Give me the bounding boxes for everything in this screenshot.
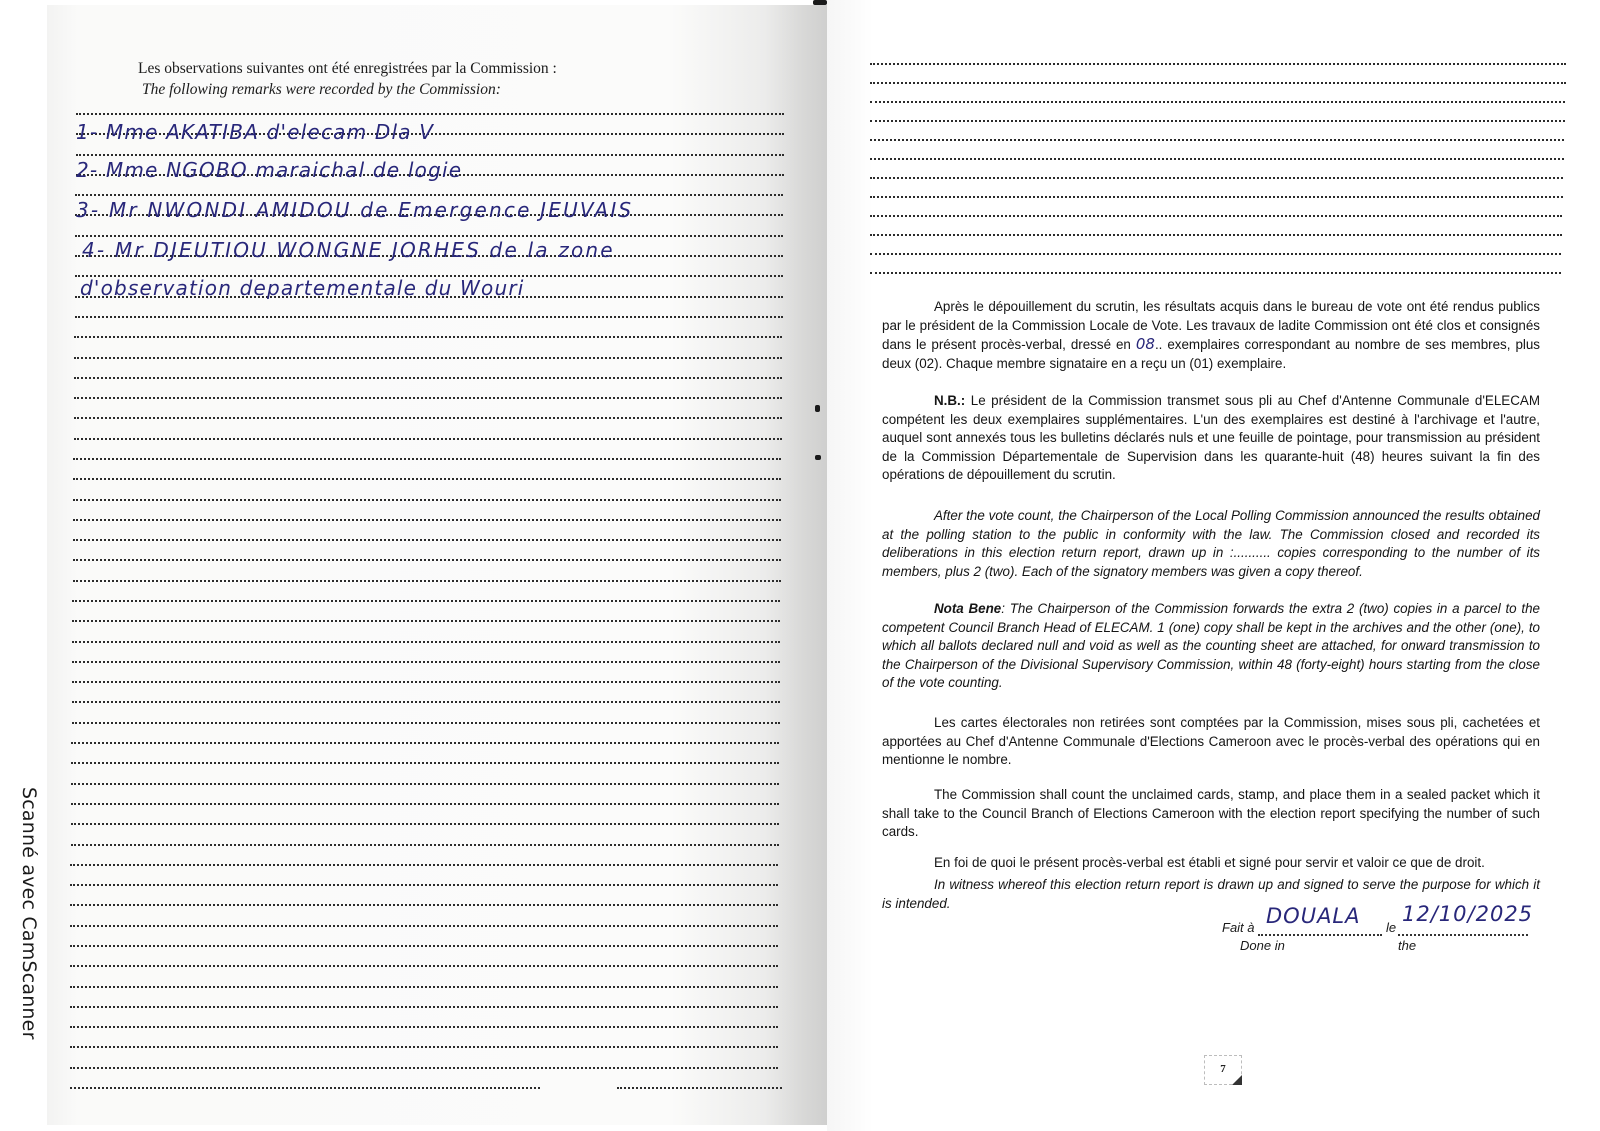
- dotted-line: [870, 120, 1565, 122]
- dotted-line: [74, 397, 782, 399]
- dotted-line: [71, 783, 779, 785]
- date-fr-label: le: [1386, 920, 1397, 935]
- dotted-line: [72, 701, 780, 703]
- paragraph-results-en: [882, 507, 1540, 581]
- dotted-line: [73, 478, 781, 480]
- dotted-line: [72, 681, 780, 683]
- nota-bene-label: Nota Bene: [934, 601, 1002, 616]
- dotted-line: [74, 336, 782, 338]
- handwritten-copies-count: 08: [1135, 335, 1155, 353]
- gutter-mark: [815, 405, 820, 412]
- paragraph-text: : The Chairperson of the Commission forwards the extra 2 (two) copies in a parcel to the competent Council Branch Head of ELECAM. 1 (one) copy shall be kept in the archives and the other (one), to which all ballots declared null and void as well as the counting sheet are attached, for onward transmission to the Chairperson of the Divisional Supervisory Commission, within 48 (forty-eight) hours starting from the close of the vote counting.: [882, 601, 1540, 690]
- dotted-line: [70, 1026, 778, 1028]
- dotted-line: [72, 600, 780, 602]
- dotted-line: [617, 1087, 782, 1089]
- dotted-line: [870, 82, 1566, 84]
- page-number-text: 7: [1220, 1063, 1226, 1075]
- place-dotted-line: [1258, 934, 1382, 936]
- dotted-line: [72, 641, 780, 643]
- dotted-line: [870, 234, 1562, 236]
- gutter-mark: [813, 0, 827, 5]
- dotted-line: [72, 620, 780, 622]
- dotted-line: [870, 196, 1563, 198]
- dotted-line: [70, 1087, 540, 1089]
- paragraph-text: Le président de la Commission transmet sous pli au Chef d'Antenne Communale d'ELECAM compétent les deux exemplaires supplémentaires. L'un des exemplaires est destiné à l'archivage et l'autre, auquel sont annexés tous les bulletins déclarés nuls et une feuille de pointage, pour transmission au président de la Commission Départementale de Supervision dans les quarante-huit (48) heures suivant la fin des opérations de dépouillement du scrutin.: [882, 393, 1540, 482]
- dotted-line: [73, 539, 781, 541]
- dotted-line: [870, 253, 1561, 255]
- handwritten-date: 12/10/2025: [1402, 902, 1534, 926]
- dotted-line: [74, 357, 782, 359]
- gutter-mark: [815, 455, 821, 460]
- paragraph-cards-en: [882, 786, 1540, 842]
- dotted-line: [73, 458, 781, 460]
- handwritten-remark-5: d'observation departementale du Wouri: [80, 276, 525, 300]
- paragraph-text: Les cartes électorales non retirées sont comptées par la Commission, mises sous pli, cachetées et apportées au Chef d'Antenne Communale d'Elections Cameroon avec le procès-verbal des opérations qui en mentionne le nombre.: [882, 715, 1540, 767]
- dotted-line: [870, 177, 1563, 179]
- page-number: [1204, 1055, 1242, 1085]
- nb-label: N.B.:: [934, 393, 966, 408]
- dotted-line: [70, 864, 778, 866]
- handwritten-remark-1: 1- Mme AKATIBA d'elecam Dla V: [76, 120, 435, 144]
- paragraph-nota-bene-en: [882, 600, 1540, 693]
- dotted-line: [870, 63, 1566, 65]
- dotted-line: [870, 139, 1564, 141]
- dotted-line: [71, 823, 779, 825]
- date-en-label: the: [1398, 938, 1417, 953]
- dotted-line: [70, 904, 778, 906]
- dotted-line: [870, 215, 1562, 217]
- dotted-line: [71, 844, 779, 846]
- dotted-line: [73, 499, 781, 501]
- dotted-line: [70, 1006, 778, 1008]
- dotted-line: [75, 316, 783, 318]
- dotted-line: [74, 417, 782, 419]
- dotted-line: [72, 722, 780, 724]
- dotted-line: [70, 965, 778, 967]
- remarks-heading-fr: Les observations suivantes ont été enregistrées par la Commission :: [138, 60, 557, 77]
- paragraph-text: Après le dépouillement du scrutin, les résultats acquis dans le bureau de vote ont été rendus publics par le président de la Commission Locale de Vote. Les travaux de ladite Commission ont été clos et consignés dans le présent procès-verbal, dressé en: [882, 299, 1540, 352]
- dotted-line: [72, 661, 780, 663]
- dotted-line: [73, 559, 781, 561]
- dotted-line: [73, 519, 781, 521]
- dotted-line: [76, 154, 784, 156]
- dotted-line: [870, 158, 1564, 160]
- paragraph-text: The Commission shall count the unclaimed cards, stamp, and place them in a sealed packet which it shall take to the Council Branch of Elections Cameroon with the election report specifying the number of such cards.: [882, 787, 1540, 839]
- handwritten-remark-2: 2- Mme NGOBO maraichal de logie: [76, 158, 463, 182]
- paragraph-text: In witness whereof this election return report is drawn up and signed to serve the purpose for which it is intended.: [882, 877, 1540, 911]
- page-curl-icon: [1232, 1075, 1242, 1085]
- dotted-line: [70, 884, 778, 886]
- camscanner-watermark: Scanné avec CamScanner: [18, 787, 40, 1040]
- paragraph-nb-fr: [882, 392, 1540, 485]
- paragraph-text: After the vote count, the Chairperson of the Local Polling Commission announced the results obtained at the polling station to the public in conformity with the law. The Commission closed and recorded its deliberations in this election return report, drawn up in :.......... copies corresponding to the number of its members, plus 2 (two). Each of the signatory members was given a copy thereof.: [882, 508, 1540, 579]
- dotted-line: [73, 580, 781, 582]
- dotted-line: [870, 101, 1565, 103]
- handwritten-place: DOUALA: [1266, 904, 1361, 928]
- dotted-line: [75, 194, 783, 196]
- paragraph-text: En foi de quoi le présent procès-verbal est établi et signé pour servir et valoir ce que de droit.: [934, 855, 1485, 870]
- dotted-line: [71, 803, 779, 805]
- dotted-line: [70, 986, 778, 988]
- dotted-line: [74, 438, 782, 440]
- handwritten-remark-4: 4- Mr DJEUTIOU WONGNE JORHES de la zone: [82, 238, 615, 262]
- dotted-line: [71, 742, 779, 744]
- paragraph-text: .. exemplaires correspondant au nombre de ses membres, plus deux (02). Chaque membre signataire en a reçu un (01) exemplaire.: [882, 337, 1541, 371]
- dotted-line: [76, 113, 784, 115]
- paragraph-witness-fr: [882, 854, 1540, 873]
- paragraph-results-fr: [882, 298, 1540, 373]
- done-in-en-label: Done in: [1240, 938, 1285, 953]
- dotted-line: [70, 1067, 778, 1069]
- dotted-line: [870, 272, 1561, 274]
- remarks-heading-en: The following remarks were recorded by the Commission:: [142, 81, 501, 98]
- dotted-line: [70, 945, 778, 947]
- date-dotted-line: [1398, 934, 1528, 936]
- dotted-line: [70, 1046, 778, 1048]
- dotted-line: [71, 762, 779, 764]
- dotted-line: [75, 235, 783, 237]
- dotted-line: [74, 377, 782, 379]
- handwritten-remark-3: 3- Mr NWONDI AMIDOU de Emergence JEUVAIS: [76, 198, 634, 222]
- signature-block: [1222, 902, 1552, 956]
- paragraph-cards-fr: [882, 714, 1540, 770]
- dotted-line: [70, 925, 778, 927]
- done-in-fr-label: Fait à: [1222, 920, 1255, 935]
